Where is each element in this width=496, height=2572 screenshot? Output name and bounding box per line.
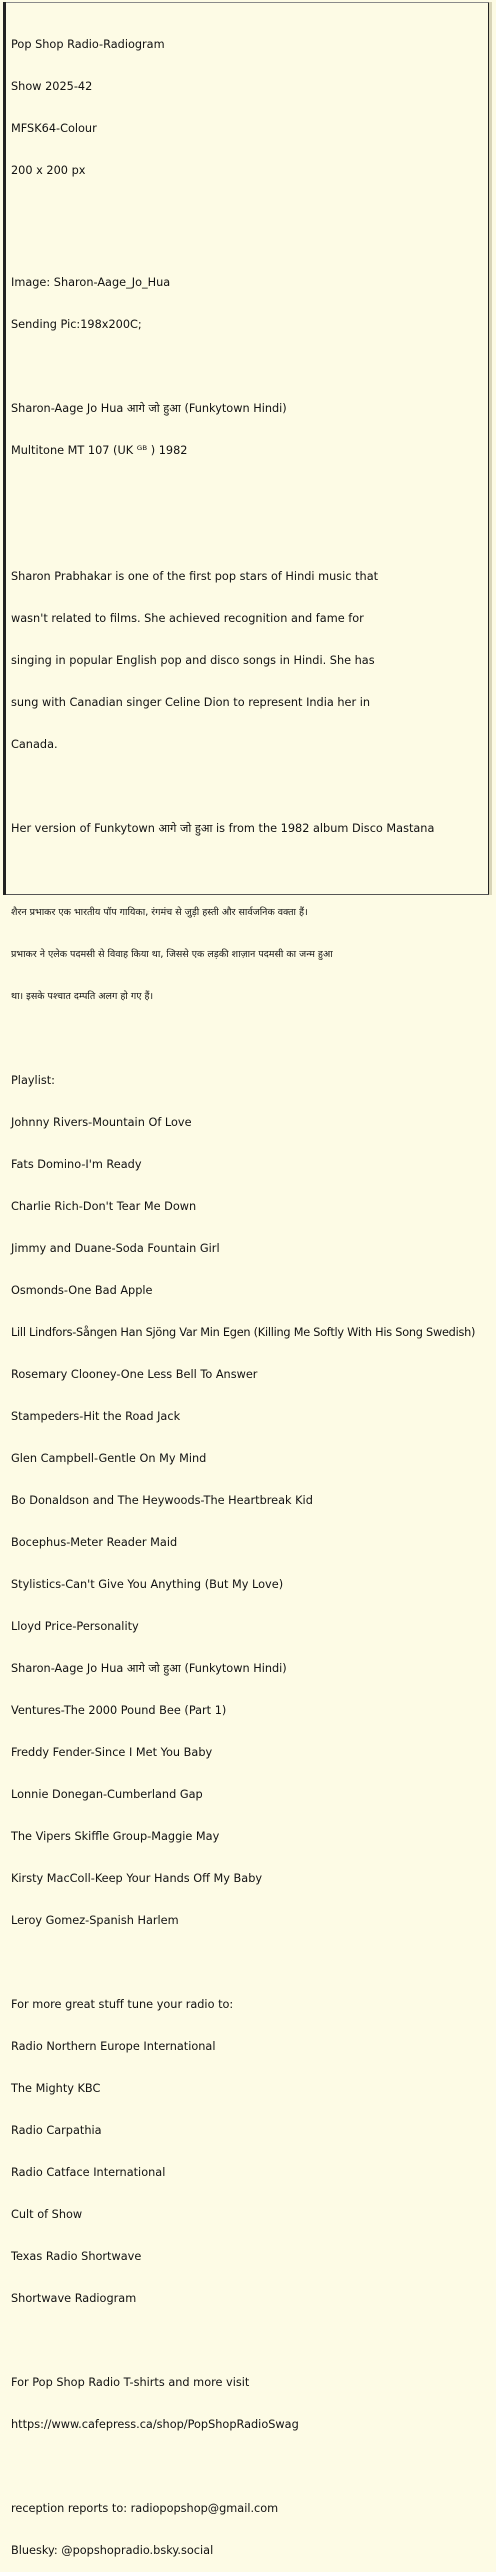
playlist-item: The Vipers Skiffle Group-Maggie May [11, 1830, 220, 1843]
playlist-item: Bo Donaldson and The Heywoods-The Heartbreak Kid [11, 1494, 313, 1507]
station-item: Radio Carpathia [11, 2124, 102, 2137]
playlist-item: Lloyd Price-Personality [11, 1620, 139, 1633]
song-label: Multitone MT 107 (UK ᴳᴮ ) 1982 [11, 444, 188, 457]
bio-line: Canada. [11, 738, 58, 751]
station-item: The Mighty KBC [11, 2082, 101, 2095]
playlist-item: Osmonds-One Bad Apple [11, 1284, 153, 1297]
image-name: Image: Sharon-Aage_Jo_Hua [11, 276, 171, 289]
bio-line: wasn't related to films. She achieved recognition and fame for [11, 612, 364, 625]
version-note: Her version of Funkytown आगे जो हुआ is from the 1982 album Disco Mastana [11, 822, 435, 835]
spacer [11, 528, 483, 542]
playlist-item: Fats Domino-I'm Ready [11, 1158, 142, 1171]
hindi-bio-line: था। इसके पश्चात दम्पति अलग हो गए हैं। [11, 991, 154, 1002]
reception-reports: reception reports to: radiopopshop@gmail.com [11, 2502, 279, 2515]
sending-info: Sending Pic:198x200C; [11, 318, 142, 331]
title: Pop Shop Radio-Radiogram [11, 38, 165, 51]
playlist-item: Rosemary Clooney-One Less Bell To Answer [11, 1368, 258, 1381]
bluesky-handle: Bluesky: @popshopradio.bsky.social [11, 2544, 214, 2557]
playlist-heading: Playlist: [11, 1074, 55, 1087]
playlist-item: Leroy Gomez-Spanish Harlem [11, 1914, 179, 1927]
bio-line: singing in popular English pop and disco songs in Hindi. She has [11, 654, 375, 667]
show-number: Show 2025-42 [11, 80, 93, 93]
playlist-item: Charlie Rich-Don't Tear Me Down [11, 1200, 197, 1213]
playlist-item: Jimmy and Duane-Soda Fountain Girl [11, 1242, 220, 1255]
station-item: Texas Radio Shortwave [11, 2250, 142, 2263]
playlist-item: Sharon-Aage Jo Hua आगे जो हुआ (Funkytown Hindi) [11, 1662, 287, 1675]
playlist-item: Johnny Rivers-Mountain Of Love [11, 1116, 192, 1129]
station-item: Radio Northern Europe International [11, 2040, 216, 2053]
spacer [11, 2460, 483, 2474]
spacer [11, 864, 483, 878]
image-size: 200 x 200 px [11, 164, 86, 177]
spacer [11, 1956, 483, 1970]
scrollbar-track[interactable] [489, 2, 492, 895]
stations-heading: For more great stuff tune your radio to: [11, 1998, 234, 2011]
station-item: Shortwave Radiogram [11, 2292, 137, 2305]
bio-line: Sharon Prabhakar is one of the first pop stars of Hindi music that [11, 570, 379, 583]
playlist-item: Freddy Fender-Since I Met You Baby [11, 1746, 213, 1759]
station-item: Radio Catface International [11, 2166, 166, 2179]
playlist-item: Lill Lindfors-Sången Han Sjöng Var Min Egen (Killing Me Softly With His Song Swedish) [11, 1326, 476, 1339]
radiogram-text [11, 10, 483, 2572]
bio-line: sung with Canadian singer Celine Dion to represent India her in [11, 696, 371, 709]
playlist-item: Stylistics-Can't Give You Anything (But My Love) [11, 1578, 284, 1591]
spacer [11, 1032, 483, 1046]
playlist-item: Glen Campbell-Gentle On My Mind [11, 1452, 207, 1465]
station-item: Cult of Show [11, 2208, 83, 2221]
spacer [11, 206, 483, 248]
playlist-item: Lonnie Donegan-Cumberland Gap [11, 1788, 203, 1801]
hindi-bio-line: प्रभाकर ने एलेक पदमसी से विवाह किया था, जिससे एक लड़की शाज़ान पदमसी का जन्म हुआ [11, 949, 333, 960]
playlist-item: Bocephus-Meter Reader Maid [11, 1536, 178, 1549]
playlist-item: Stampeders-Hit the Road Jack [11, 1410, 181, 1423]
spacer [11, 780, 483, 794]
playlist-item: Ventures-The 2000 Pound Bee (Part 1) [11, 1704, 227, 1717]
mode: MFSK64-Colour [11, 122, 97, 135]
hindi-bio-line: शैरन प्रभाकर एक भारतीय पॉप गायिका, रंगमंच से जुड़ी हस्ती और सार्वजनिक वक्ता हैं। [11, 907, 308, 918]
spacer [11, 360, 483, 374]
shop-line: For Pop Shop Radio T-shirts and more visit [11, 2376, 250, 2389]
spacer [11, 2334, 483, 2348]
left-border-bar [3, 2, 6, 895]
playlist-item: Kirsty MacColl-Keep Your Hands Off My Baby [11, 1872, 263, 1885]
spacer [11, 486, 483, 500]
song-title: Sharon-Aage Jo Hua आगे जो हुआ (Funkytown Hindi) [11, 402, 287, 415]
shop-url: https://www.cafepress.ca/shop/PopShopRadioSwag [11, 2418, 299, 2431]
